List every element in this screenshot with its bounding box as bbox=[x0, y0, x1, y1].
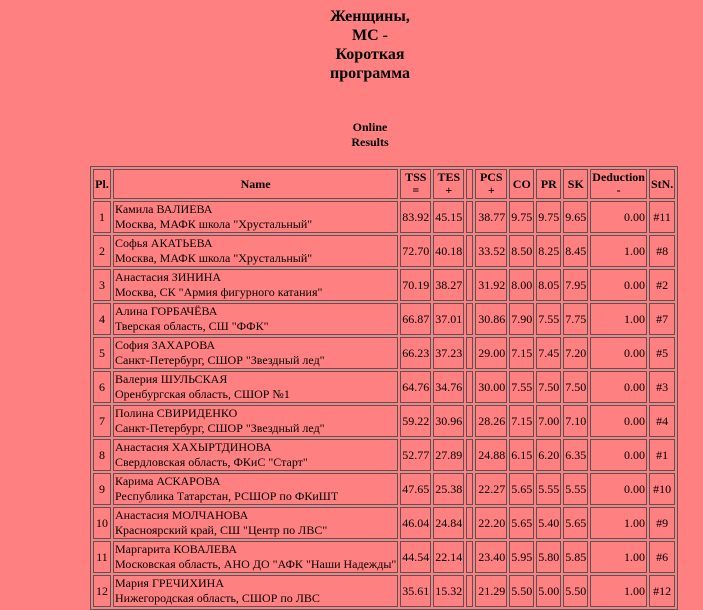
title-line: программа bbox=[330, 65, 410, 82]
cell-stn: #4 bbox=[649, 405, 675, 437]
cell-tes: 24.84 bbox=[433, 507, 464, 539]
cell-place: 7 bbox=[93, 405, 111, 437]
table-row bbox=[93, 337, 675, 369]
cell-co: 8.00 bbox=[509, 269, 534, 301]
cell-co: 7.90 bbox=[509, 303, 534, 335]
header-gap bbox=[466, 169, 473, 199]
cell-pcs: 31.92 bbox=[475, 269, 507, 301]
cell-tes: 34.76 bbox=[433, 371, 464, 403]
skater-club: Москва, МАФК школа "Хрустальный" bbox=[115, 251, 313, 265]
skater-name: Софья АКАТЬЕВА bbox=[115, 236, 213, 250]
cell-tss: 52.77 bbox=[400, 439, 431, 471]
title-line: Короткая bbox=[335, 46, 405, 63]
cell-tes: 25.38 bbox=[433, 473, 464, 505]
cell-pcs: 21.29 bbox=[475, 575, 507, 607]
cell-tss: 66.87 bbox=[400, 303, 431, 335]
cell-skater bbox=[113, 541, 398, 573]
cell-sk: 7.20 bbox=[563, 337, 588, 369]
cell-gap bbox=[466, 473, 473, 505]
header-name: Name bbox=[113, 169, 398, 199]
header-tss-label: TSS bbox=[405, 170, 427, 184]
cell-deduction: 1.00 bbox=[590, 235, 647, 267]
cell-sk: 6.35 bbox=[563, 439, 588, 471]
cell-tes: 38.27 bbox=[433, 269, 464, 301]
cell-stn: #10 bbox=[649, 473, 675, 505]
cell-place: 10 bbox=[93, 507, 111, 539]
cell-pr: 5.00 bbox=[536, 575, 561, 607]
cell-gap bbox=[466, 371, 473, 403]
cell-skater bbox=[113, 371, 398, 403]
skater-name: Карима АСКАРОВА bbox=[115, 474, 221, 488]
cell-skater bbox=[113, 405, 398, 437]
cell-pr: 7.45 bbox=[536, 337, 561, 369]
cell-pcs: 38.77 bbox=[475, 201, 507, 233]
cell-pcs: 29.00 bbox=[475, 337, 507, 369]
cell-co: 7.55 bbox=[509, 371, 534, 403]
cell-skater bbox=[113, 337, 398, 369]
cell-skater bbox=[113, 269, 398, 301]
cell-tss: 70.19 bbox=[400, 269, 431, 301]
cell-gap bbox=[466, 337, 473, 369]
cell-skater bbox=[113, 575, 398, 607]
cell-tes: 37.01 bbox=[433, 303, 464, 335]
cell-gap bbox=[466, 405, 473, 437]
cell-sk: 5.65 bbox=[563, 507, 588, 539]
cell-co: 5.65 bbox=[509, 473, 534, 505]
cell-place: 12 bbox=[93, 575, 111, 607]
cell-sk: 5.55 bbox=[563, 473, 588, 505]
header-tss-op: = bbox=[412, 183, 420, 197]
cell-co: 9.75 bbox=[509, 201, 534, 233]
cell-sk: 7.10 bbox=[563, 405, 588, 437]
page-title bbox=[0, 7, 703, 83]
cell-tss: 44.54 bbox=[400, 541, 431, 573]
skater-club: Оренбургская область, СШОР №1 bbox=[115, 387, 290, 401]
cell-tss: 35.61 bbox=[400, 575, 431, 607]
cell-tes: 22.14 bbox=[433, 541, 464, 573]
cell-pr: 7.55 bbox=[536, 303, 561, 335]
header-deduction-label: Deduction bbox=[592, 170, 645, 184]
cell-pr: 5.80 bbox=[536, 541, 561, 573]
cell-pcs: 23.40 bbox=[475, 541, 507, 573]
table-row bbox=[93, 439, 675, 471]
cell-sk: 9.65 bbox=[563, 201, 588, 233]
cell-tss: 64.76 bbox=[400, 371, 431, 403]
skater-name: Анастасия МОЛЧАНОВА bbox=[115, 508, 249, 522]
cell-tes: 37.23 bbox=[433, 337, 464, 369]
cell-place: 4 bbox=[93, 303, 111, 335]
cell-pcs: 30.00 bbox=[475, 371, 507, 403]
cell-stn: #8 bbox=[649, 235, 675, 267]
cell-place: 3 bbox=[93, 269, 111, 301]
cell-place: 8 bbox=[93, 439, 111, 471]
skater-name: Камила ВАЛИЕВА bbox=[115, 202, 213, 216]
skater-club: Нижегородская область, СШОР по ЛВС bbox=[115, 591, 320, 605]
cell-sk: 7.95 bbox=[563, 269, 588, 301]
cell-pr: 8.05 bbox=[536, 269, 561, 301]
table-row bbox=[93, 371, 675, 403]
skater-club: Красноярский край, СШ "Центр по ЛВС" bbox=[115, 523, 328, 537]
cell-deduction: 0.00 bbox=[590, 337, 647, 369]
header-stn: StN. bbox=[649, 169, 675, 199]
table-row bbox=[93, 473, 675, 505]
cell-gap bbox=[466, 439, 473, 471]
cell-stn: #6 bbox=[649, 541, 675, 573]
cell-tss: 72.70 bbox=[400, 235, 431, 267]
cell-deduction: 0.00 bbox=[590, 371, 647, 403]
cell-pr: 5.40 bbox=[536, 507, 561, 539]
table-row bbox=[93, 269, 675, 301]
cell-pr: 8.25 bbox=[536, 235, 561, 267]
cell-deduction: 0.00 bbox=[590, 473, 647, 505]
cell-gap bbox=[466, 269, 473, 301]
table-header-row bbox=[93, 169, 675, 199]
cell-skater bbox=[113, 303, 398, 335]
subtitle-line: Results bbox=[351, 135, 389, 149]
cell-stn: #3 bbox=[649, 371, 675, 403]
cell-stn: #9 bbox=[649, 507, 675, 539]
cell-sk: 5.85 bbox=[563, 541, 588, 573]
cell-stn: #7 bbox=[649, 303, 675, 335]
table-row bbox=[93, 405, 675, 437]
skater-club: Санкт-Петербург, СШОР "Звездный лед" bbox=[115, 421, 325, 435]
cell-tss: 47.65 bbox=[400, 473, 431, 505]
cell-deduction: 0.00 bbox=[590, 201, 647, 233]
header-deduction bbox=[590, 169, 647, 199]
header-pr: PR bbox=[536, 169, 561, 199]
header-co: CO bbox=[509, 169, 534, 199]
cell-place: 2 bbox=[93, 235, 111, 267]
cell-co: 7.15 bbox=[509, 337, 534, 369]
cell-sk: 7.50 bbox=[563, 371, 588, 403]
cell-tss: 83.92 bbox=[400, 201, 431, 233]
table-row bbox=[93, 541, 675, 573]
table-row bbox=[93, 507, 675, 539]
cell-gap bbox=[466, 541, 473, 573]
cell-deduction: 0.00 bbox=[590, 269, 647, 301]
cell-place: 5 bbox=[93, 337, 111, 369]
skater-name: Анастасия ХАХЫРТДИНОВА bbox=[115, 440, 272, 454]
cell-stn: #5 bbox=[649, 337, 675, 369]
cell-pcs: 28.26 bbox=[475, 405, 507, 437]
cell-gap bbox=[466, 235, 473, 267]
skater-club: Санкт-Петербург, СШОР "Звездный лед" bbox=[115, 353, 325, 367]
cell-co: 7.15 bbox=[509, 405, 534, 437]
cell-gap bbox=[466, 507, 473, 539]
cell-gap bbox=[466, 575, 473, 607]
table-row bbox=[93, 303, 675, 335]
title-line: МС - bbox=[352, 27, 388, 44]
subtitle-line: Online bbox=[352, 120, 388, 134]
header-tss bbox=[400, 169, 431, 199]
cell-gap bbox=[466, 303, 473, 335]
page-subtitle bbox=[0, 120, 703, 150]
results-table bbox=[90, 166, 678, 610]
cell-tes: 30.96 bbox=[433, 405, 464, 437]
cell-pr: 7.50 bbox=[536, 371, 561, 403]
cell-pcs: 22.20 bbox=[475, 507, 507, 539]
skater-club: Республика Татарстан, РСШОР по ФКиШТ bbox=[115, 489, 339, 503]
cell-gap bbox=[466, 201, 473, 233]
cell-tes: 45.15 bbox=[433, 201, 464, 233]
skater-name: Анастасия ЗИНИНА bbox=[115, 270, 222, 284]
skater-name: Мария ГРЕЧИХИНА bbox=[115, 576, 225, 590]
skater-name: Полина СВИРИДЕНКО bbox=[115, 406, 238, 420]
cell-stn: #11 bbox=[649, 201, 675, 233]
cell-tss: 46.04 bbox=[400, 507, 431, 539]
header-tes-label: TES bbox=[437, 170, 461, 184]
cell-stn: #1 bbox=[649, 439, 675, 471]
cell-pcs: 24.88 bbox=[475, 439, 507, 471]
cell-tss: 66.23 bbox=[400, 337, 431, 369]
cell-pr: 5.55 bbox=[536, 473, 561, 505]
skater-name: Алина ГОРБАЧЁВА bbox=[115, 304, 218, 318]
cell-deduction: 0.00 bbox=[590, 439, 647, 471]
cell-deduction: 1.00 bbox=[590, 507, 647, 539]
header-pcs-label: PCS bbox=[479, 170, 503, 184]
cell-skater bbox=[113, 201, 398, 233]
cell-sk: 5.50 bbox=[563, 575, 588, 607]
header-tes bbox=[433, 169, 464, 199]
cell-sk: 7.75 bbox=[563, 303, 588, 335]
cell-pcs: 30.86 bbox=[475, 303, 507, 335]
cell-skater bbox=[113, 473, 398, 505]
cell-skater bbox=[113, 439, 398, 471]
header-pl: Pl. bbox=[93, 169, 111, 199]
cell-stn: #2 bbox=[649, 269, 675, 301]
cell-skater bbox=[113, 235, 398, 267]
skater-name: София ЗАХАРОВА bbox=[115, 338, 216, 352]
cell-place: 6 bbox=[93, 371, 111, 403]
skater-club: Москва, МАФК школа "Хрустальный" bbox=[115, 217, 313, 231]
cell-pr: 7.00 bbox=[536, 405, 561, 437]
cell-pr: 9.75 bbox=[536, 201, 561, 233]
header-tes-op: + bbox=[445, 183, 453, 197]
cell-deduction: 1.00 bbox=[590, 303, 647, 335]
cell-deduction: 1.00 bbox=[590, 541, 647, 573]
cell-co: 5.95 bbox=[509, 541, 534, 573]
cell-pcs: 22.27 bbox=[475, 473, 507, 505]
skater-club: Московская область, АНО ДО "АФК "Наши Надежды" bbox=[115, 557, 397, 571]
cell-skater bbox=[113, 507, 398, 539]
cell-sk: 8.45 bbox=[563, 235, 588, 267]
cell-tes: 40.18 bbox=[433, 235, 464, 267]
header-deduction-op: - bbox=[616, 183, 621, 197]
cell-co: 5.50 bbox=[509, 575, 534, 607]
skater-club: Москва, СК "Армия фигурного катания" bbox=[115, 285, 323, 299]
cell-tes: 27.89 bbox=[433, 439, 464, 471]
cell-place: 11 bbox=[93, 541, 111, 573]
cell-tes: 15.32 bbox=[433, 575, 464, 607]
cell-tss: 59.22 bbox=[400, 405, 431, 437]
table-row bbox=[93, 235, 675, 267]
skater-name: Валерия ШУЛЬСКАЯ bbox=[115, 372, 228, 386]
header-sk: SK bbox=[563, 169, 588, 199]
cell-deduction: 1.00 bbox=[590, 575, 647, 607]
cell-co: 5.65 bbox=[509, 507, 534, 539]
skater-name: Маргарита КОВАЛЕВА bbox=[115, 542, 238, 556]
skater-club: Свердловская область, ФКиС "Старт" bbox=[115, 455, 308, 469]
header-pcs-op: + bbox=[487, 183, 495, 197]
skater-club: Тверская область, СШ "ФФК" bbox=[115, 319, 269, 333]
header-pcs bbox=[475, 169, 507, 199]
cell-stn: #12 bbox=[649, 575, 675, 607]
table-row bbox=[93, 575, 675, 607]
cell-co: 8.50 bbox=[509, 235, 534, 267]
cell-co: 6.15 bbox=[509, 439, 534, 471]
cell-place: 9 bbox=[93, 473, 111, 505]
cell-pr: 6.20 bbox=[536, 439, 561, 471]
cell-deduction: 0.00 bbox=[590, 405, 647, 437]
table-row bbox=[93, 201, 675, 233]
title-line: Женщины, bbox=[330, 8, 410, 25]
cell-pcs: 33.52 bbox=[475, 235, 507, 267]
cell-place: 1 bbox=[93, 201, 111, 233]
